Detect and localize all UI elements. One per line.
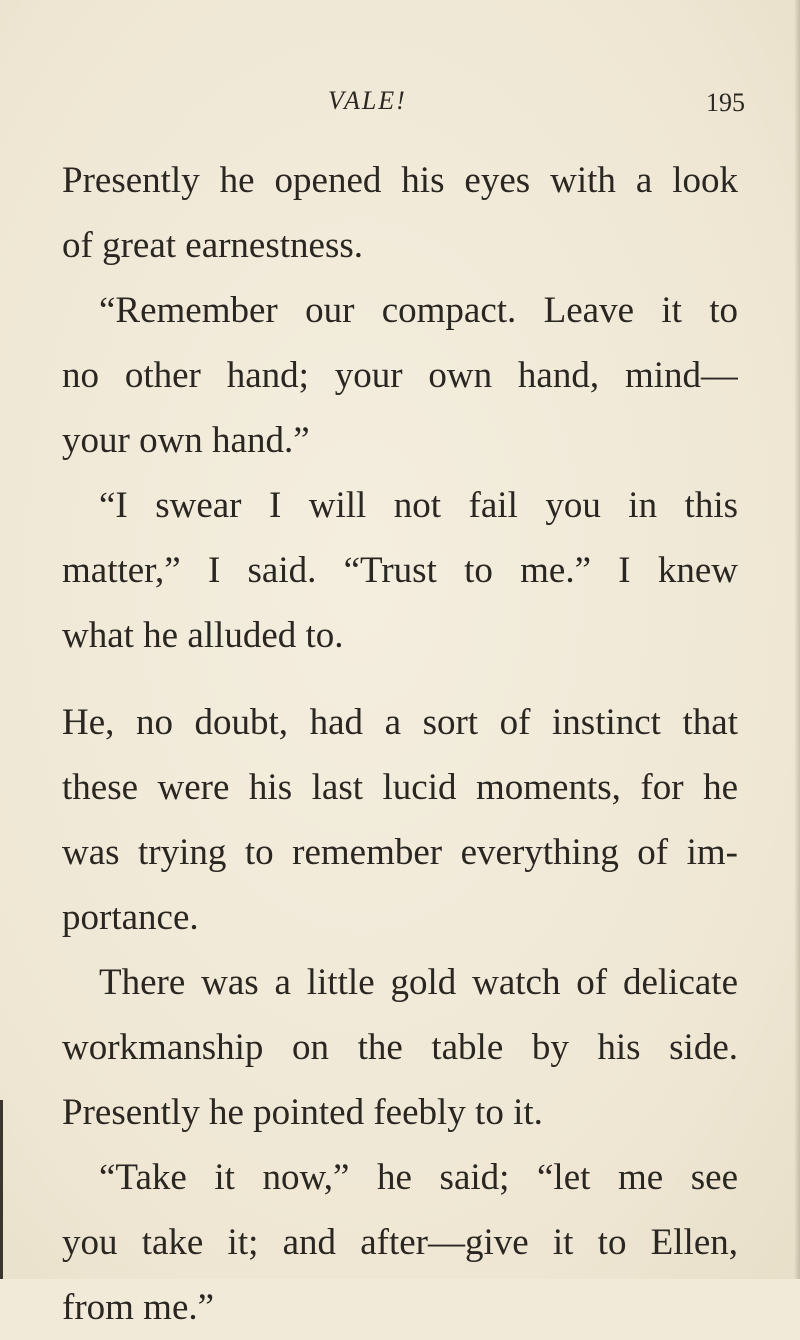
page-number: 195 [706, 88, 745, 117]
running-title: VALE! [328, 86, 407, 115]
text-line: from me.” [62, 1287, 215, 1328]
section-break [62, 668, 738, 690]
text-line: these were his last lucid moments, for he [62, 767, 738, 808]
text-line: your own hand.” [62, 420, 310, 461]
text-line: was trying to remember everything of im- [62, 832, 738, 873]
text-line: Presently he pointed feebly to it. [62, 1092, 543, 1133]
text-line: portance. [62, 897, 199, 938]
text-line: of great earnestness. [62, 225, 364, 266]
text-line: what he alluded to. [62, 615, 344, 656]
text-line: no other hand; your own hand, mind— [62, 355, 738, 396]
text-line: There was a little gold watch of delicate [99, 962, 738, 1003]
text-line: “I swear I will not fail you in this [99, 485, 738, 526]
text-line: “Take it now,” he said; “let me see [99, 1157, 738, 1198]
text-line: He, no doubt, had a sort of instinct that [62, 702, 738, 743]
text-line: matter,” I said. “Trust to me.” I knew [62, 550, 738, 591]
text-line: workmanship on the table by his side. [62, 1027, 738, 1068]
text-line: Presently he opened his eyes with a look [62, 160, 738, 201]
page-edge-shadow [794, 0, 800, 1279]
body-text [62, 148, 738, 1340]
text-line: “Remember our compact. Leave it to [99, 290, 738, 331]
page-left-edge [0, 1100, 3, 1279]
running-head [0, 86, 800, 126]
text-line: you take it; and after—give it to Ellen, [62, 1222, 738, 1263]
